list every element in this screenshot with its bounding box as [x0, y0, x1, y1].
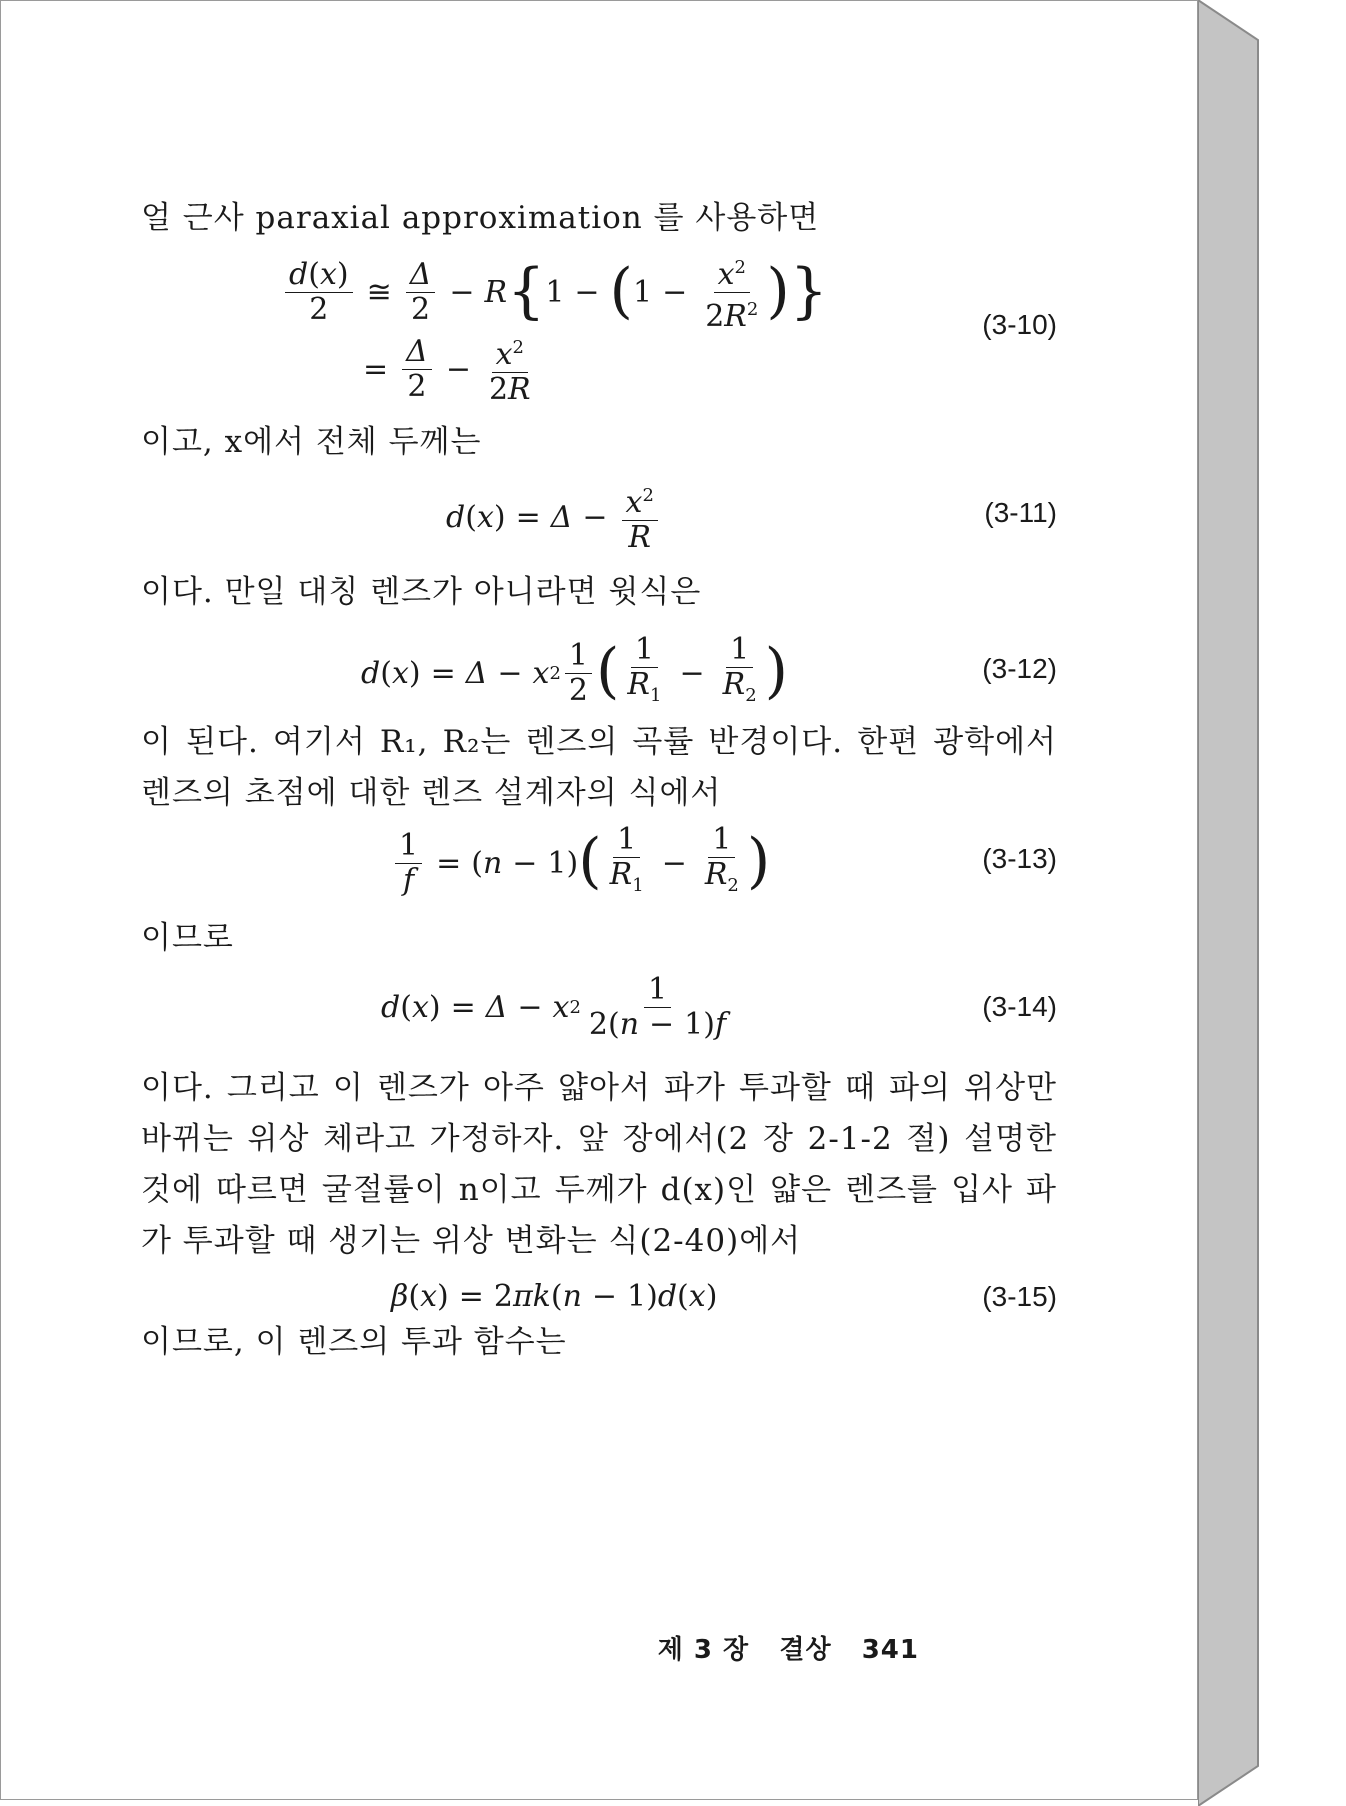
equation-number: (3-14)	[982, 991, 1057, 1022]
paragraph-5: 이므로	[141, 920, 234, 956]
paragraph-7: 이므로, 이 렌즈의 투과 함수는	[141, 1324, 567, 1360]
equation-3-13: $\frac{1}{f}$ = ( n − 1) ( $\frac{1}{R_1}$ − $\frac{1}{R_2}$ ) (3-13)	[141, 823, 1057, 913]
equation-3-15: β ( x ) = 2 πk ( n − 1) d ( x ) (3-15)	[391, 1279, 1057, 1314]
paragraph-3: 이다. 만일 대칭 렌즈가 아니라면 윗식은	[141, 574, 702, 610]
page-footer	[658, 1629, 919, 1666]
eq-3-10-line2: = $\frac{\Delta}{2}$ − $\frac{x^2}{2R}$	[353, 331, 539, 407]
equation-3-12: d ( x ) = Δ − x 2 $\frac{1}{2}$ ( $\frac{1}{R_1}$ − $\frac{1}{R_2}$ ) (3-12)	[361, 632, 1057, 708]
eq-3-10-line1: $\frac{d(x)}{2}$ ≅ $\frac{\Delta}{2}$ − R { 1 − ( 1 − $\frac{x^2}{2R^2}$ )}	[281, 251, 828, 334]
book-spine	[1198, 0, 1268, 1806]
equation-number: (3-13)	[982, 843, 1057, 874]
equation-number: (3-10)	[982, 309, 1057, 340]
equation-number: (3-12)	[982, 653, 1057, 684]
paragraph-1: 얼 근사 paraxial approximation 를 사용하면	[141, 200, 820, 236]
paragraph-6: 이다. 그리고 이 렌즈가 아주 얇아서 파가 투과할 때 파의 위상만 바뀌는 위상 체라고 가정하자. 앞 장에서(2 장 2-1-2 절) 설명한 것에 따르면 굴절률이 n이고 두께가 d(x)인 얇은 렌즈를 입사 파가 투과할 때 생기는 위상 변화는 식(2-40)에서	[141, 1070, 1057, 1259]
equation-number: (3-11)	[984, 497, 1057, 528]
equation-3-14: d ( x ) = Δ − x 2 $\frac{1}{2(n - 1)f}$ (3-14)	[381, 972, 1057, 1042]
page-number: 341	[861, 1635, 919, 1665]
equation-3-11: d ( x ) = Δ − $\frac{x^2}{R}$ (3-11)	[141, 479, 1057, 569]
equation-3-10	[141, 251, 1057, 407]
footer-title: 결상	[779, 1635, 832, 1665]
paragraph-2: 이고, x에서 전체 두께는	[141, 424, 482, 460]
footer-chapter: 제 3 장	[657, 1635, 750, 1665]
equation-number: (3-15)	[982, 1281, 1057, 1312]
paragraph-4: 이 된다. 여기서 R₁, R₂는 렌즈의 곡률 반경이다. 한편 광학에서 렌즈의 초점에 대한 렌즈 설계자의 식에서	[141, 724, 1057, 811]
